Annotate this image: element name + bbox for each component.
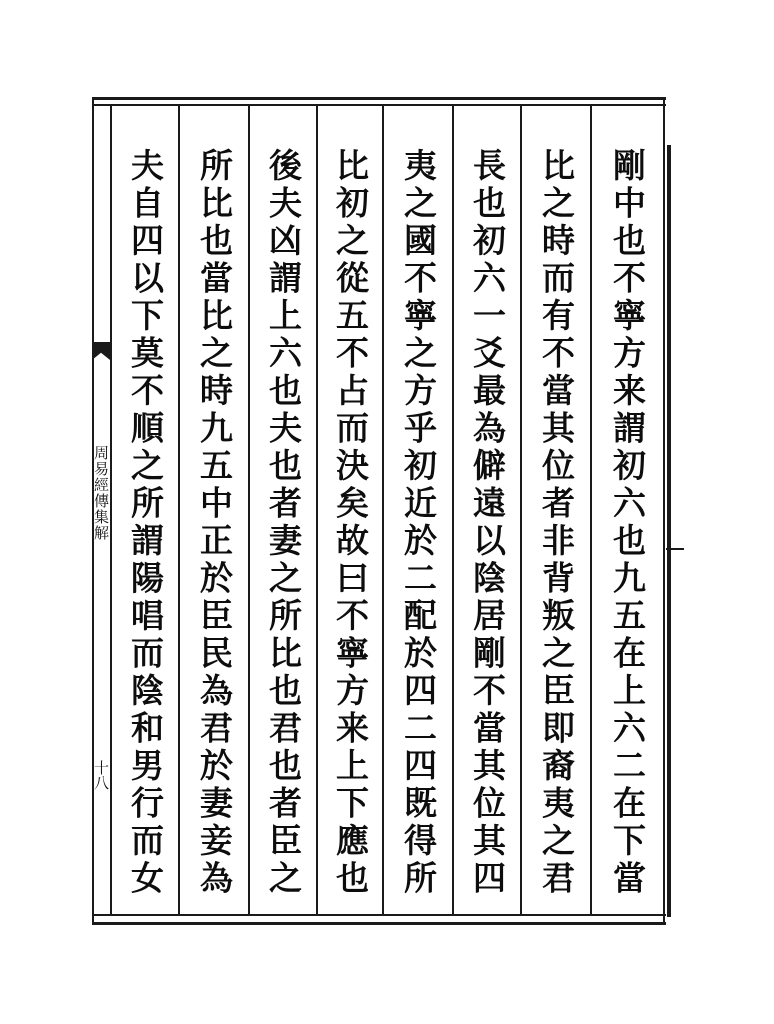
text-column-6: 後夫凶謂上六也夫也者妻之所比也君也者臣之	[264, 148, 303, 898]
fold-mark	[666, 548, 684, 550]
text-column-2: 比之時而有不當其位者非背叛之臣即裔夷之君	[537, 148, 576, 898]
text-column-7: 所比也當比之時九五中正於臣民為君於妻妾為	[195, 148, 234, 898]
text-column-1: 剛中也不寧方来謂初六也九五在上六二在下當	[608, 148, 647, 898]
frame-right-rule	[663, 100, 665, 925]
text-column-5: 比初之從五不占而決矣故曰不寧方来上下應也	[331, 148, 370, 898]
fishtail-marker	[92, 342, 110, 360]
frame-right-thick-rule	[667, 145, 671, 917]
frame-top-rule	[93, 97, 666, 100]
margin-book-title: 周易經傳集解	[92, 445, 110, 541]
text-column-8: 夫自四以下莫不順之所謂陽唱而陰和男行而女	[126, 148, 165, 898]
margin-page-number: 十八	[92, 760, 110, 790]
text-column-4: 夷之國不寧之方乎初近於二配於四二四既得所	[399, 148, 438, 898]
text-column-3: 長也初六一爻最為僻遠以陰居剛不當其位其四	[468, 148, 507, 898]
frame-bottom-outer-rule	[93, 922, 666, 925]
